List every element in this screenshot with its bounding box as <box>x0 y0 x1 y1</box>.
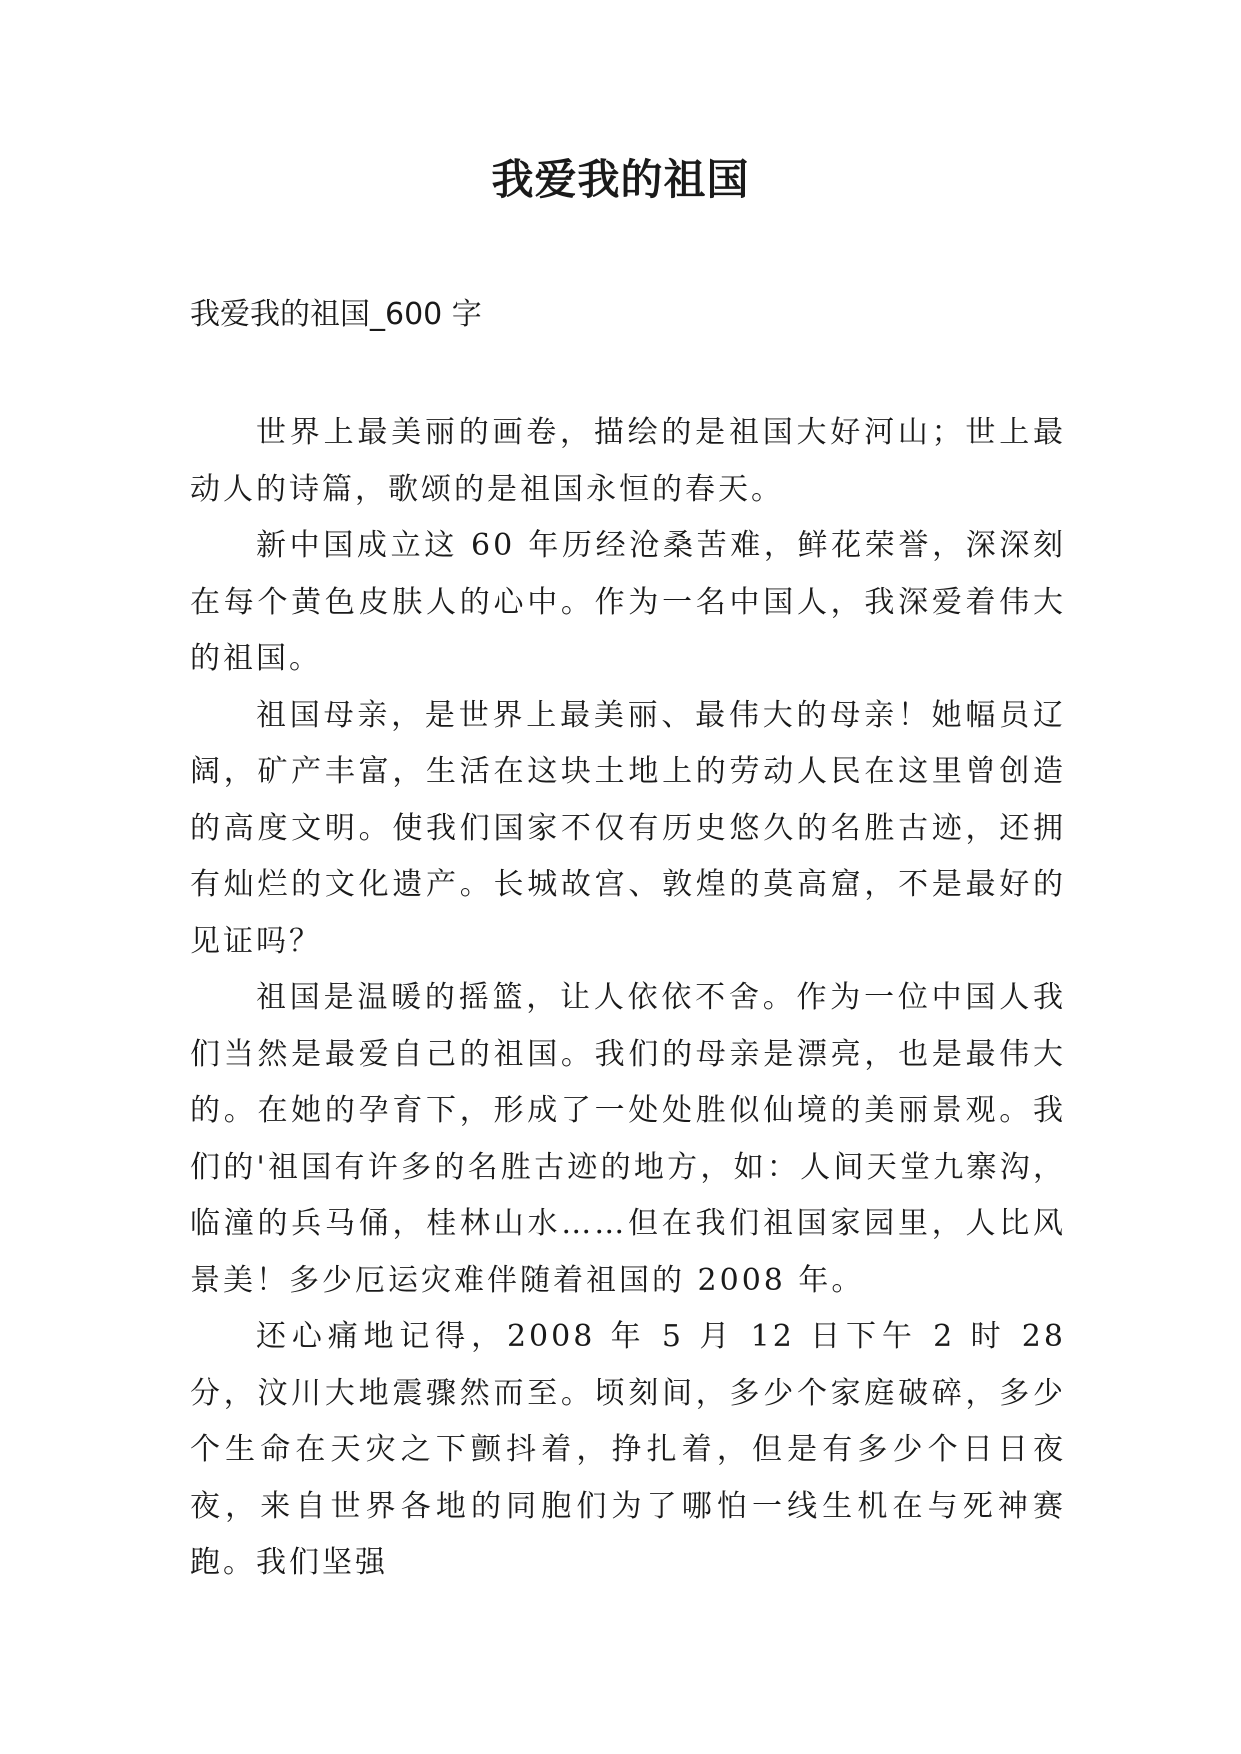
page-title: 我爱我的祖国 <box>491 155 750 204</box>
paragraph: 新中国成立这 60 年历经沧桑苦难，鲜花荣誉，深深刻在每个黄色皮肤人的心中。作为一名中国人，我深爱着伟大的祖国。 <box>190 528 1066 676</box>
paragraph: 世界上最美丽的画卷，描绘的是祖国大好河山；世上最动人的诗篇，歌颂的是祖国永恒的春天。 <box>190 415 1066 507</box>
paragraph: 祖国是温暖的摇篮，让人依依不舍。作为一位中国人我们当然是最爱自己的祖国。我们的母亲是漂亮，也是最伟大的。在她的孕育下，形成了一处处胜似仙境的美丽景观。我们的'祖国有许多的名胜古迹的地方，如：人间天堂九寨沟，临潼的兵马俑，桂林山水……但在我们祖国家园里，人比风景美！多少厄运灾难伴随着祖国的 2008 年。 <box>190 980 1066 1298</box>
paragraph: 祖国母亲，是世界上最美丽、最伟大的母亲！她幅员辽阔，矿产丰富，生活在这块土地上的劳动人民在这里曾创造的高度文明。使我们国家不仅有历史悠久的名胜古迹，还拥有灿烂的文化遗产。长城故宫、敦煌的莫高窟，不是最好的见证吗？ <box>190 697 1066 959</box>
document-body <box>190 405 1066 1592</box>
paragraph: 还心痛地记得，2008 年 5 月 12 日下午 2 时 28 分，汶川大地震骤然而至。顷刻间，多少个家庭破碎，多少个生命在天灾之下颤抖着，挣扎着，但是有多少个日日夜夜，来自世界各地的同胞们为了哪怕一线生机在与死神赛跑。我们坚强 <box>190 1319 1066 1580</box>
document-subtitle: 我爱我的祖国_600 字 <box>190 297 482 332</box>
